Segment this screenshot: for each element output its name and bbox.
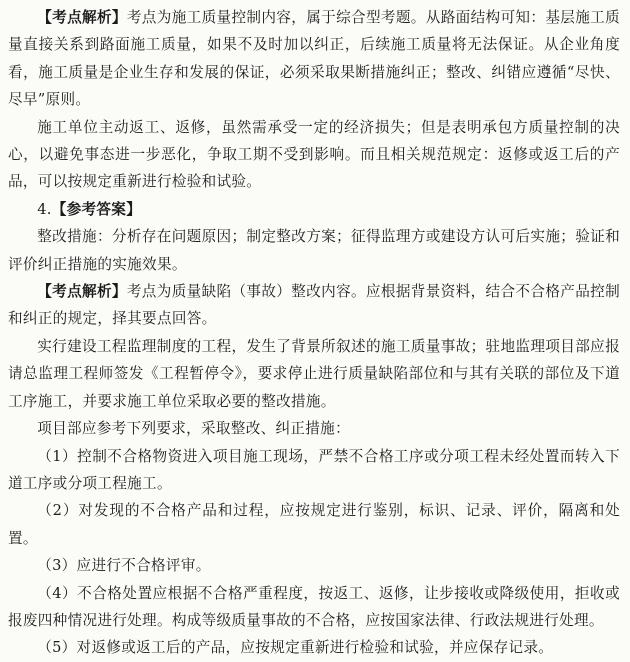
answer-label: 【参考答案】	[51, 200, 142, 218]
analysis-paragraph-2: 施工单位主动返工、返修，虽然需承受一定的经济损失；但是表明承包方质量控制的决心，以避免事态进一步恶化，争取工期不受到影响。而且相关规范规定：返修或返工后的产品，可以按规定重新进行检验和试验。	[8, 118, 620, 191]
analysis-label: 【考点解析】	[37, 283, 127, 301]
analysis-text: 考点为施工质量控制内容，属于综合型考题。从路面结构可知：基层施工质量直接关系到路面施工质量，如果不及时加以纠正，后续施工质量将无法保证。从企业角度看，施工质量是企业生存和发展的保证，必须采取果断措施纠正；整改、纠错应遵循“尽快、尽早”原则。	[8, 9, 620, 109]
analysis-paragraph-3	[8, 278, 620, 333]
list-item-2: （2）对发现的不合格产品和过程，应按规定进行鉴别，标识、记录、评价，隔离和处置。	[8, 502, 620, 547]
question-4-heading	[8, 196, 620, 223]
list-item-3: （3）应进行不合格评审。	[37, 557, 211, 575]
analysis-paragraph-1	[8, 4, 620, 114]
list-item-1: （1）控制不合格物资进入项目施工现场，严禁不合格工序或分项工程未经处置而转入下道工序或分项工程施工。	[8, 447, 620, 492]
analysis-paragraph-4: 实行建设工程监理制度的工程，发生了背景所叙述的施工质量事故；驻地监理项目部应报请总监理工程师签发《工程暂停令》，要求停止进行质量缺陷部位和与其有关联的部位及下道工序施工，并要求施工单位采取必要的整改措施。	[8, 337, 620, 410]
question-number: 4.	[37, 200, 52, 218]
analysis-text: 考点为质量缺陷（事故）整改内容。应根据背景资料，结合不合格产品控制和纠正的规定，择其要点回答。	[8, 283, 620, 328]
list-item-5: （5）对返修或返工后的产品，应按规定重新进行检验和试验，并应保存记录。	[37, 639, 554, 657]
answer-paragraph: 整改措施：分析存在问题原因；制定整改方案；征得监理方或建设方认可后实施；验证和评价纠正措施的实施效果。	[8, 228, 620, 273]
list-item-4: （4）不合格处置应根据不合格严重程度，按返工、返修，让步接收或降级使用，拒收或报废四种情况进行处理。构成等级质量事故的不合格，应按国家法律、行政法规进行处理。	[8, 584, 620, 629]
analysis-paragraph-5: 项目部应参考下列要求，采取整改、纠正措施：	[37, 420, 350, 438]
analysis-label: 【考点解析】	[37, 9, 127, 26]
